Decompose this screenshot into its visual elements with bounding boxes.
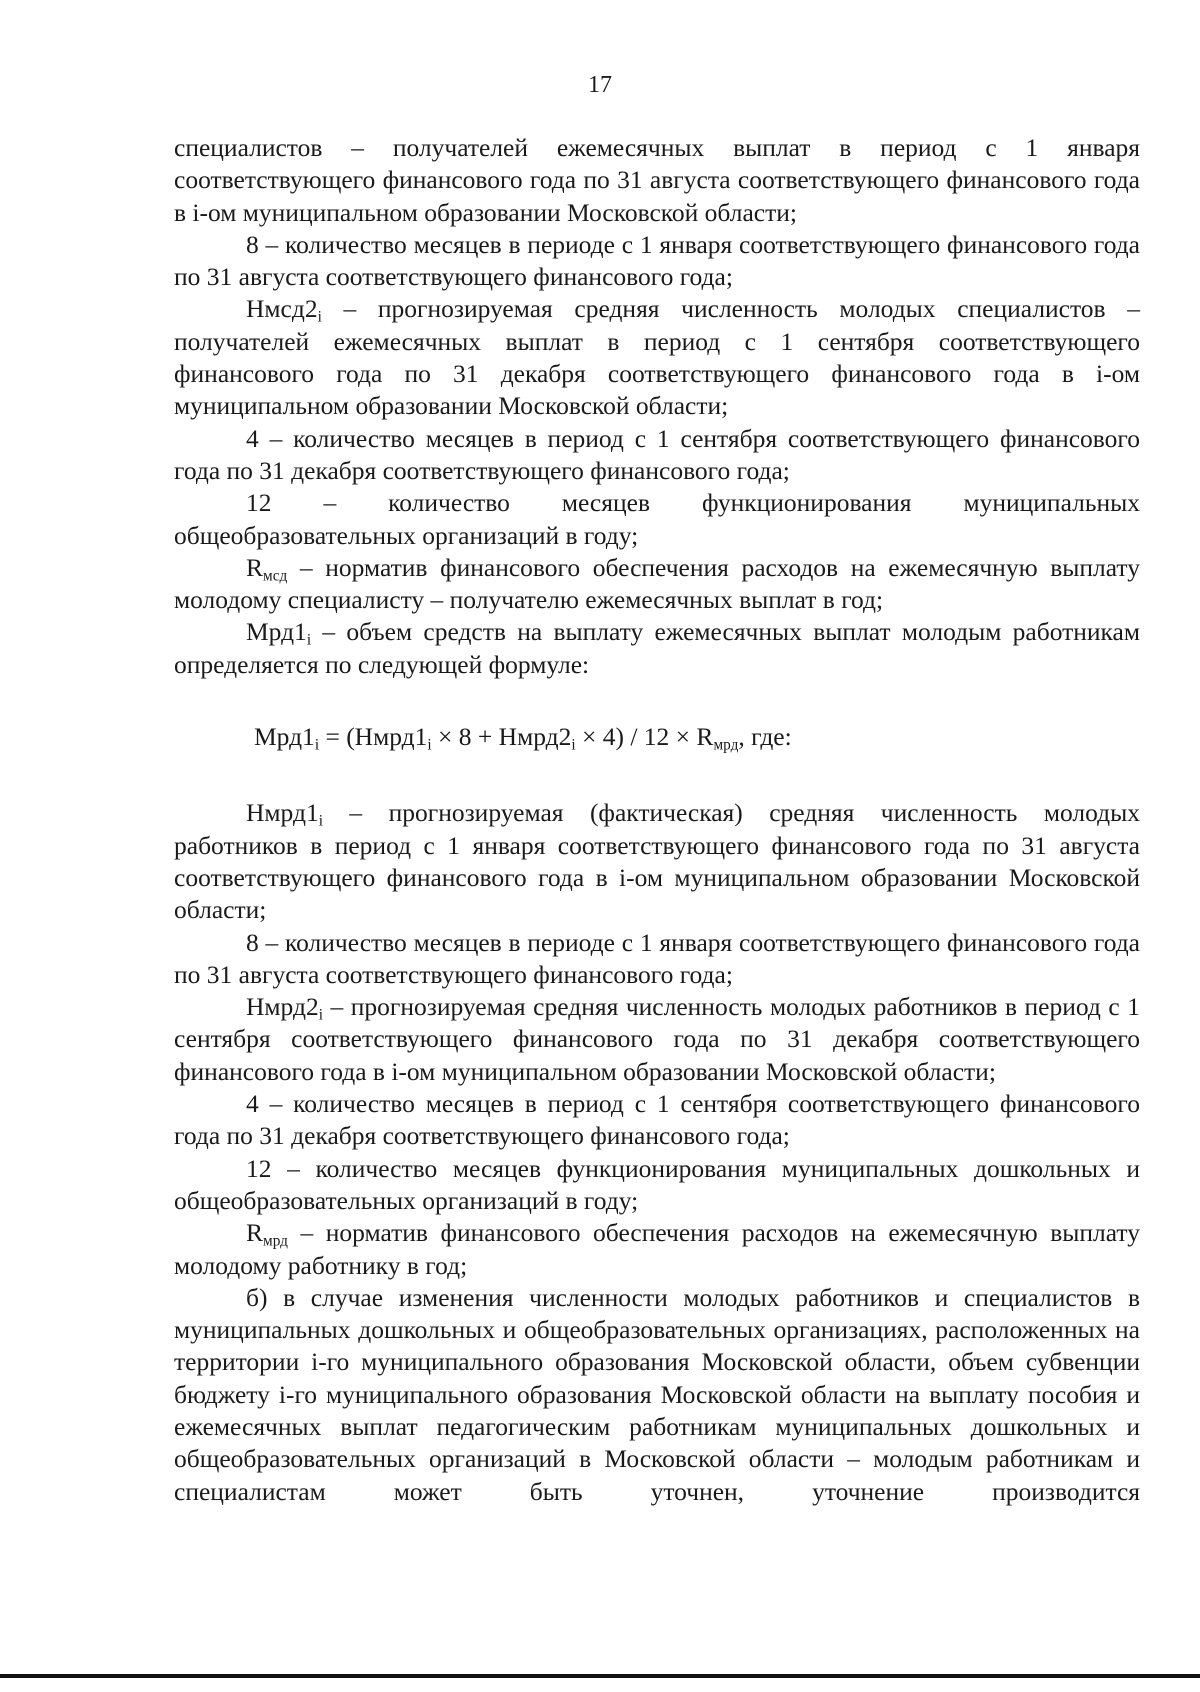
- formula-part: × 8 + Нмрд2: [431, 722, 572, 752]
- document-body: [174, 132, 1140, 1508]
- paragraph-continuation: специалистов – получателей ежемесячных выплат в период с 1 января соответствующего финансового года по 31 августа соответствующего финансового года в i-ом муниципальном образовании Московской области;: [174, 133, 1140, 227]
- paragraph-12-months-workers: [174, 1153, 1140, 1218]
- paragraph-text: – прогнозируемая средняя численность молодых работников в период с 1 сентября соответствующего финансового года по 31 декабря соответствующего финансового года в i-ом муниципальном образовании Московской области;: [174, 992, 1140, 1086]
- paragraph-text: 8 – количество месяцев в периоде с 1 января соответствующего финансового года по 31 августа соответствующего финансового года;: [174, 927, 1140, 989]
- paragraph-text: 8 – количество месяцев в периоде с 1 января соответствующего финансового года по 31 августа соответствующего финансового года;: [174, 229, 1140, 292]
- formula-subscript: i: [571, 736, 576, 754]
- paragraph-nmrd1: [174, 797, 1140, 926]
- formula-part: , где:: [738, 722, 792, 752]
- variable-term: Мрд1: [246, 617, 307, 647]
- paragraph-4-months: [174, 423, 1140, 488]
- paragraph-8-months: [174, 229, 1140, 294]
- scan-bottom-border: [0, 1674, 1200, 1678]
- paragraph-rmsd: [174, 552, 1140, 617]
- variable-term: Нмрд2: [246, 992, 319, 1022]
- page-number: 17: [588, 72, 612, 98]
- paragraph-4-months-workers: [174, 1088, 1140, 1153]
- paragraph-text: 4 – количество месяцев в период с 1 сентября соответствующего финансового года по 31 декабря соответствующего финансового года;: [174, 1089, 1140, 1151]
- paragraph-text: 4 – количество месяцев в период с 1 сентября соответствующего финансового года по 31 декабря соответствующего финансового года;: [174, 423, 1140, 485]
- paragraph-text: 12 – количество месяцев функционирования муниципальных дошкольных и общеобразовательных организаций в году;: [174, 1153, 1140, 1215]
- formula-part: × 4) / 12 × R: [575, 722, 714, 752]
- paragraph-text: – норматив финансового обеспечения расходов на ежемесячную выплату молодому специалисту – получателю ежемесячных выплат в год;: [174, 552, 1140, 615]
- variable-subscript: i: [318, 812, 323, 830]
- paragraph-nmrd2: [174, 991, 1140, 1088]
- variable-term: R: [246, 1218, 264, 1248]
- paragraph-text: б) в случае изменения численности молодых работников и специалистов в муниципальных дошкольных и общеобразовательных организациях, расположенных на территории i-го муниципального образования Московской области, объем субвенции бюджету i-го муниципального образования Московской области на выплату пособия и ежемесячных выплат педагогическим работникам муниципальных дошкольных и общеобразовательных организаций в Московской области – молодым работникам и специалистам может быть уточнен, уточнение производится: [174, 1282, 1140, 1506]
- formula-subscript: i: [427, 736, 432, 754]
- paragraph-b: [174, 1282, 1140, 1508]
- paragraph-text: – объем средств на выплату ежемесячных выплат молодым работникам определяется по следующей формуле:: [174, 617, 1140, 679]
- paragraph-text: – прогнозируемая средняя численность молодых специалистов – получателей ежемесячных выплат в период с 1 сентября соответствующего финансового года по 31 декабря соответствующего финансового года в i-ом муниципальном образовании Московской области;: [174, 294, 1140, 421]
- paragraph-rmrd: [174, 1217, 1140, 1282]
- paragraph-8-months-workers: [174, 927, 1140, 992]
- formula-lhs: Мрд1: [254, 722, 315, 752]
- formula-subscript: мрд: [713, 736, 739, 754]
- variable-subscript: i: [306, 632, 312, 650]
- variable-term: Нмрд1: [246, 798, 319, 828]
- formula-subscript: i: [314, 736, 320, 754]
- paragraph-text: – прогнозируемая (фактическая) средняя численность молодых работников в период с 1 января соответствующего финансового года по 31 августа соответствующего финансового года в i-ом муниципальном образовании Московской области;: [174, 798, 1140, 925]
- variable-term: Нмсд2: [246, 294, 318, 324]
- paragraph-12-months: [174, 487, 1140, 552]
- formula-part: = (Нмрд1: [319, 722, 428, 752]
- paragraph-nmsd2: [174, 293, 1140, 422]
- paragraph-text: – норматив финансового обеспечения расходов на ежемесячную выплату молодому работнику в год;: [174, 1218, 1140, 1280]
- variable-term: R: [246, 552, 264, 582]
- variable-subscript: i: [317, 309, 322, 327]
- paragraph-text: 12 – количество месяцев функционирования муниципальных общеобразовательных организаций в году;: [174, 488, 1140, 550]
- variable-subscript: мрд: [263, 1232, 288, 1250]
- formula: [174, 721, 1140, 753]
- paragraph-mrd1: [174, 616, 1140, 681]
- variable-subscript: мсд: [263, 567, 288, 585]
- variable-subscript: i: [318, 1006, 323, 1024]
